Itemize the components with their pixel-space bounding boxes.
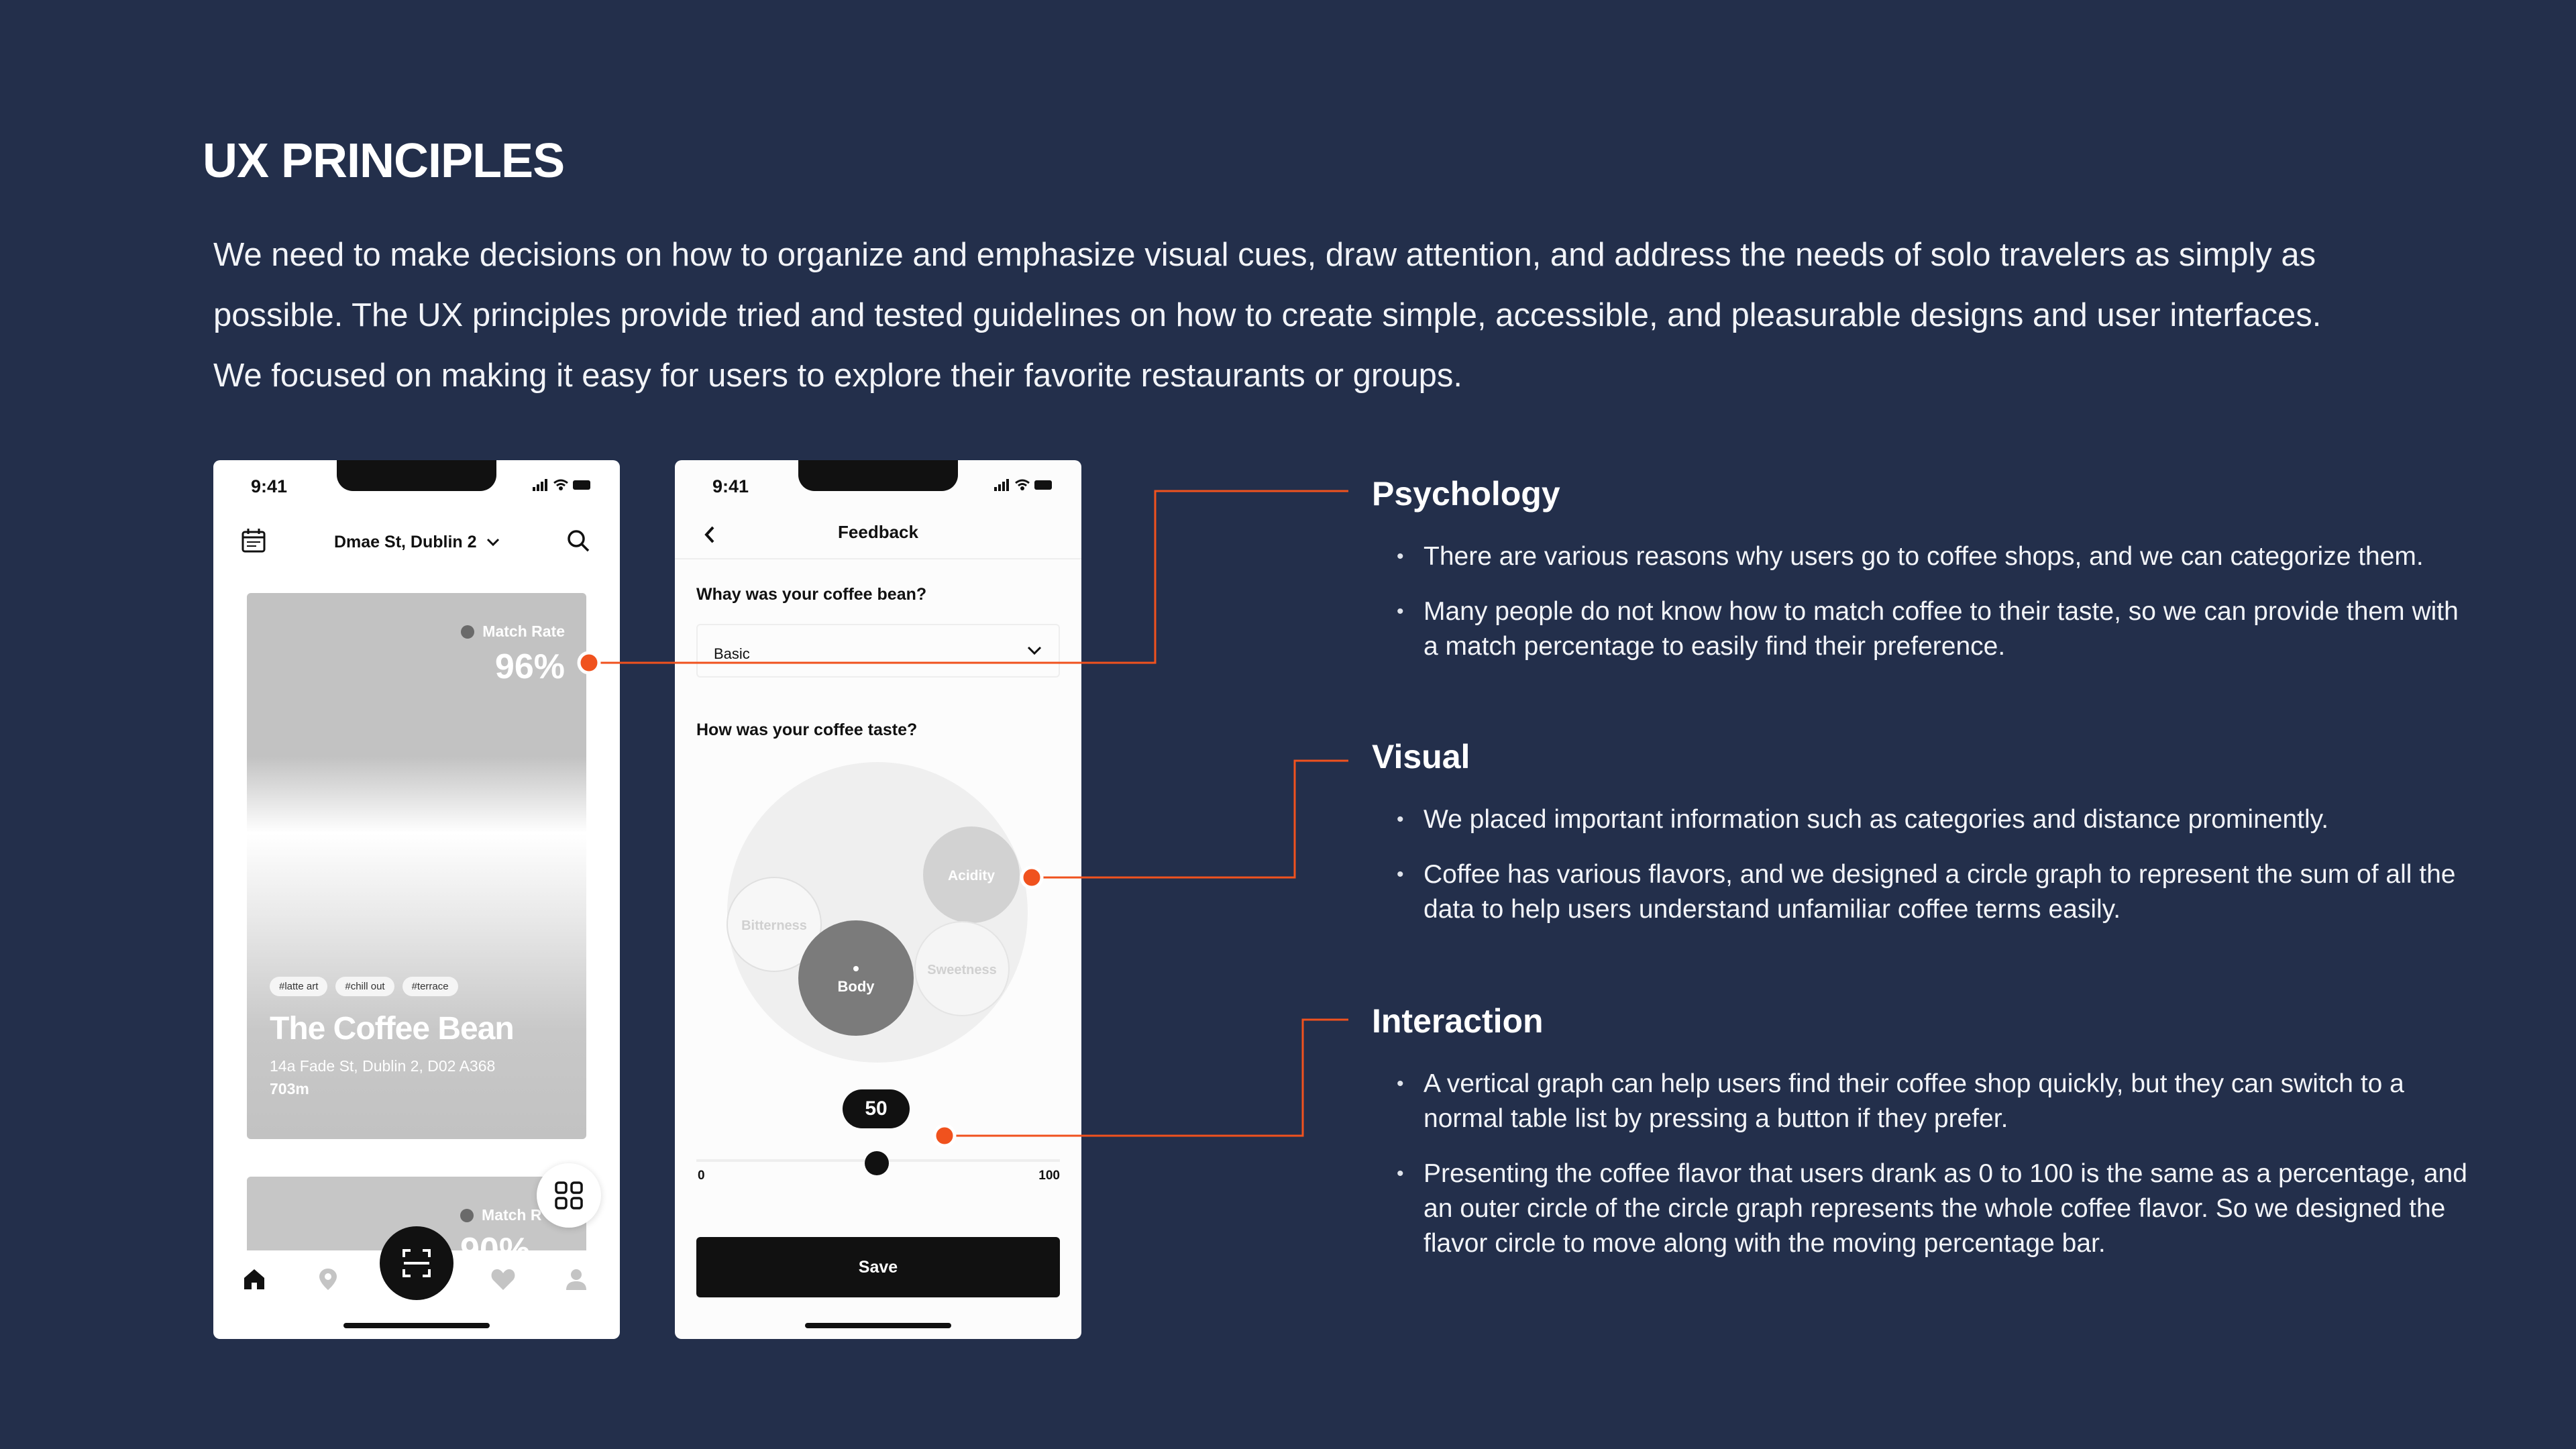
intro-line: We need to make decisions on how to organize and emphasize visual cues, draw attention, and address the needs of solo travelers as simply as [213,237,2316,273]
connector-psychology [589,491,1348,663]
save-button[interactable]: Save [696,1237,1060,1297]
annotation-marker [934,1126,955,1146]
bullet-item: • Coffee has various flavors, and we designed a circle graph to represent the sum of all the data to help users understand unfamiliar coffee terms easily. [1397,857,2470,927]
select-value: Basic [714,645,750,662]
shop-distance: 703m [270,1080,309,1097]
connector-visual [1032,761,1348,877]
status-time: 9:41 [712,476,749,496]
match-rate-label: Match R [460,1206,541,1224]
section-title-psychology: Psychology [1372,475,1560,513]
match-rate-value: 96% [494,647,565,686]
slider-value-badge: 50 [843,1089,910,1128]
page-title: UX PRINCIPLES [203,134,565,188]
section-title-visual: Visual [1372,738,1470,775]
screen-title: Feedback [838,522,918,542]
connector-interaction [945,1020,1348,1136]
intro-line: possible. The UX principles provide tried and tested guidelines on how to create simple, accessible, and pleasurable designs and user interfaces. [213,297,2322,333]
tag[interactable]: #chill out [335,977,394,996]
bullet-item: • Many people do not know how to match coffee to their taste, so we can provide them with a match percentage to easily find their preference. [1397,594,2470,664]
flavor-label-body: Body [837,978,875,995]
flavor-label-bitterness: Bitterness [741,918,807,933]
bullet-item: • A vertical graph can help users find their coffee shop quickly, but they can switch to a normal table list by pressing a button if they prefer. [1397,1067,2470,1136]
shop-name: The Coffee Bean [270,1011,514,1046]
flavor-label-acidity: Acidity [947,868,996,883]
slider-min-label: 0 [698,1169,705,1183]
bullet-item: • We placed important information such as categories and distance prominently. [1397,802,2470,837]
annotation-marker [579,653,599,673]
question-label: Whay was your coffee bean? [696,585,927,604]
bullet-item: • There are various reasons why users go to coffee shops, and we can categorize them. [1397,539,2470,574]
status-time: 9:41 [251,476,288,496]
slider-max-label: 100 [1038,1169,1060,1183]
flavor-label-sweetness: Sweetness [927,963,997,977]
tag[interactable]: #terrace [402,977,458,996]
interaction-bullets [1397,1067,2470,1281]
visual-bullets [1397,802,2470,947]
location-label: Dmae St, Dublin 2 [334,533,477,551]
psychology-bullets [1397,539,2470,684]
section-title-interaction: Interaction [1372,1002,1544,1040]
tag[interactable]: #latte art [270,977,327,996]
shop-address: 14a Fade St, Dublin 2, D02 A368 [270,1057,496,1075]
bullet-item: • Presenting the coffee flavor that users drank as 0 to 100 is the same as a percentage, and an outer circle of the circle graph represents the whole coffee flavor. So we designed the flavor circle to move along with the moving percentage bar. [1397,1157,2470,1261]
intro-line: We focused on making it easy for users to explore their favorite restaurants or groups. [213,358,1462,394]
annotation-marker [1022,867,1042,888]
question-label: How was your coffee taste? [696,720,918,739]
match-rate-label: Match Rate [461,623,565,641]
